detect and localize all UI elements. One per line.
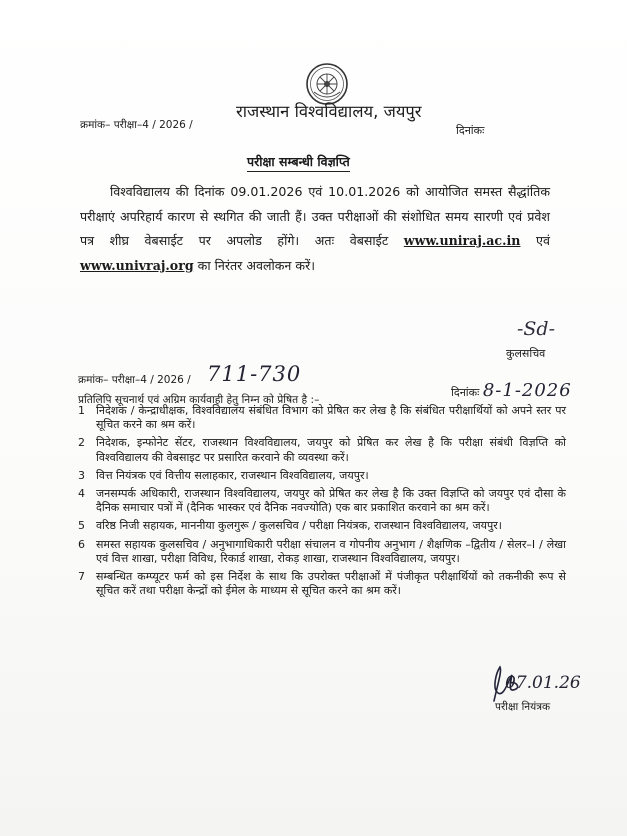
- list-item-number: 1: [78, 404, 85, 417]
- list-item-text: निदेशक, इन्फोनेट सेंटर, राजस्थान विश्वविद्यालय, जयपुर को प्रेषित कर लेख है कि परीक्षा संबंधी विज्ञप्ति को विश्वविद्यालय की वेबसाइट पर प्रसारित करवाने की व्यवस्था करें।: [96, 436, 566, 464]
- list-item: [78, 436, 566, 464]
- copy-date-label: दिनांकः: [451, 386, 480, 399]
- notice-body-text-2: एवं: [536, 233, 550, 248]
- list-item-number: 4: [78, 487, 85, 501]
- recipient-list: [78, 404, 566, 602]
- list-item: [78, 487, 566, 515]
- list-item-number: 5: [78, 519, 85, 533]
- list-item: [78, 469, 566, 483]
- website-link-univraj[interactable]: www.univraj.org: [80, 257, 194, 273]
- copy-intro: प्रतिलिपि सूचनार्थ एवं अग्रिम कार्यवाही हेतु निम्न को प्रेषित है :–: [78, 394, 320, 406]
- list-item: [78, 570, 566, 598]
- notice-title: परीक्षा सम्बन्धी विज्ञप्ति: [247, 153, 350, 172]
- notice-body: [80, 180, 550, 278]
- list-item-text: निदेशक / केन्द्राधीक्षक, विश्वविद्यालय संबंधित विभाग को प्रेषित कर लेख है कि संबंधित परीक्षार्थियों को अपने स्तर पर सूचित करने का श्रम करें।: [96, 404, 566, 432]
- list-item-text: वित्त नियंत्रक एवं वित्तीय सलाहकार, राजस्थान विश्वविद्यालय, जयपुर।: [96, 468, 369, 482]
- signature-sd: -Sd-: [517, 318, 556, 340]
- signatory-registrar: कुलसचिव: [506, 347, 546, 360]
- website-link-uniraj[interactable]: www.uniraj.ac.in: [403, 233, 521, 248]
- list-item-text: जनसम्पर्क अधिकारी, राजस्थान विश्वविद्यालय, जयपुर को प्रेषित कर लेख है कि उक्त विज्ञप्ति को जयपुर एवं दौसा के दैनिक समाचार पत्रों में (दैनिक भास्कर एवं दैनिक नवज्योति) एक बार प्रकाशित करवाने का श्रम करें।: [96, 487, 566, 515]
- signatory-exam-controller: परीक्षा नियंत्रक: [495, 701, 551, 713]
- notice-body-text-3: का निरंतर अवलोकन करें।: [197, 257, 316, 273]
- copy-date: [451, 380, 572, 401]
- reference-number: क्रमांक– परीक्षा–4 / 2026 /: [80, 119, 193, 131]
- university-name: राजस्थान विश्वविद्यालय, जयपुर: [236, 102, 422, 121]
- list-item: [78, 519, 566, 533]
- list-item: [78, 404, 566, 432]
- date-label: दिनांकः: [456, 124, 485, 137]
- copy-reference-number: क्रमांक– परीक्षा–4 / 2026 /: [78, 374, 191, 386]
- list-item-number: 3: [78, 468, 85, 482]
- list-item: [78, 538, 566, 566]
- list-item-number: 6: [78, 537, 85, 551]
- handwritten-reference-number: 711-730: [207, 362, 302, 386]
- list-item-number: 7: [78, 570, 85, 584]
- handwritten-date: 8-1-2026: [482, 380, 572, 401]
- list-item-number: 2: [78, 436, 85, 450]
- list-item-text: सम्बन्धित कम्प्यूटर फर्म को इस निर्देश के साथ कि उपरोक्त परीक्षाओं में पंजीकृत परीक्षार्थियों को तकनीकी रूप से सूचित करें तथा परीक्षा केन्द्रों को ईमेल के माध्यम से सूचित करने का श्रम करें।: [96, 570, 566, 598]
- list-item-text: वरिष्ठ निजी सहायक, माननीया कुलगुरू / कुलसचिव / परीक्षा नियंत्रक, राजस्थान विश्वविद्यालय, जयपुर।: [96, 519, 502, 533]
- notice-body-text-1: विश्वविद्यालय की दिनांक 09.01.2026 एवं 10.01.2026 को आयोजित समस्त सैद्धांतिक परीक्षाएं अपरिहार्य कारण से स्थगित की जाती हैं। उक्त परीक्षाओं की संशोधित समय सारणी एवं प्रवेश पत्र शीघ्र वेबसाईट पर अपलोड होंगे। अतः वेबसाईट: [80, 184, 550, 248]
- signature-date: 07.01.26: [505, 673, 581, 693]
- list-item-text: समस्त सहायक कुलसचिव / अनुभागाधिकारी परीक्षा संचालन व गोपनीय अनुभाग / शैक्षणिक –द्वितीय / सेलर–I / लेखा एवं वित्त शाखा, परीक्षा विविध, रिकार्ड शाखा, रोकड़ शाखा, राजस्थान विश्वविद्यालय, जयपुर।: [96, 537, 566, 565]
